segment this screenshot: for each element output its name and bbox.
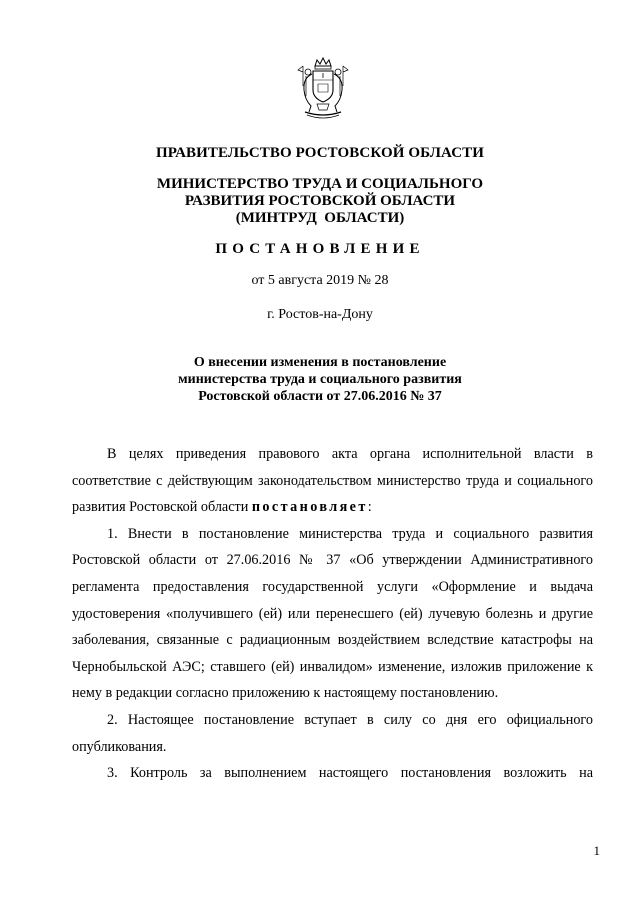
intro-paragraph — [72, 441, 593, 521]
title-line: министерства труда и социального развития — [178, 372, 462, 387]
ministry-line: РАЗВИТИЯ РОСТОВСКОЙ ОБЛАСТИ — [184, 193, 456, 209]
ministry-line: МИНИСТЕРСТВО ТРУДА И СОЦИАЛЬНОГО — [156, 176, 484, 192]
document-date: от 5 августа 2019 № 28 — [251, 273, 389, 288]
title-line: О внесении изменения в постановление — [193, 355, 447, 370]
ministry-line: (МИНТРУД ОБЛАСТИ) — [235, 210, 405, 226]
resolves-word: постановляет — [251, 499, 368, 516]
government-name: ПРАВИТЕЛЬСТВО РОСТОВСКОЙ ОБЛАСТИ — [155, 145, 485, 161]
document-body — [72, 441, 593, 787]
document-type: ПОСТАНОВЛЕНИЕ — [215, 241, 425, 257]
paragraph-3: 3. Контроль за выполнением настоящего постановления возложить на — [107, 765, 593, 782]
document-city: г. Ростов-на-Дону — [267, 307, 373, 322]
ministry-name — [0, 176, 640, 227]
paragraph-2: 2. Настоящее постановление вступает в силу со дня его официального опубликования. — [72, 711, 593, 755]
document-title — [0, 354, 640, 405]
paragraph-1: 1. Внести в постановление министерства труда и социального развития Ростовской области от 27.06.2016 № 37 «Об утверждении Административного регламента предоставления государственной услуги «Оформление и выдача удостоверения «получившего (ей) или перенесшего (ей) лучевую болезнь и другие заболевания, связанные с радиационным воздействием вследствие катастрофы на Чернобыльской АЭС; ставшего (ей) инвалидом» изменение, изложив приложение к нему в редакции согласно приложению к настоящему постановлению. — [72, 525, 593, 702]
resolves-colon: : — [367, 499, 372, 516]
title-line: Ростовской области от 27.06.2016 № 37 — [198, 389, 442, 404]
intro-text: В целях приведения правового акта органа исполнительной власти в соответствие с действующим законодательством министерство труда и социального развития Ростовской области — [72, 446, 593, 516]
rostov-oblast-coat-of-arms-icon — [297, 56, 349, 122]
page-number: 1 — [593, 843, 600, 858]
